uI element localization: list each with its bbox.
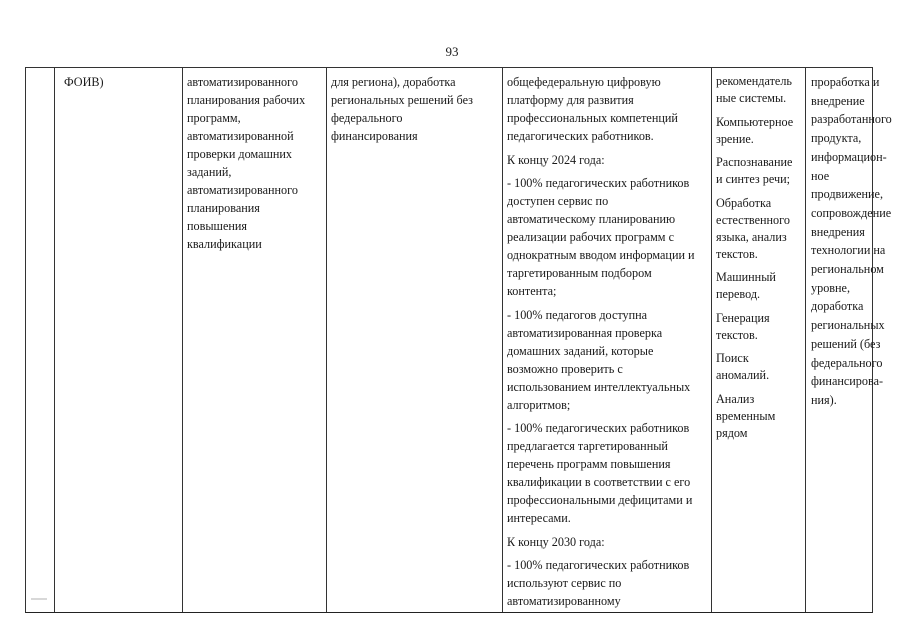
text-line: разработанного bbox=[811, 112, 892, 127]
text-line: платформу для развития bbox=[507, 93, 634, 107]
text-line: внедрения bbox=[811, 224, 865, 239]
cell-paragraph bbox=[716, 195, 805, 263]
table-cell-mechanism bbox=[327, 68, 503, 612]
text-line: рядом bbox=[716, 425, 748, 440]
text-line: Распознавание bbox=[716, 155, 793, 169]
text-line: доработка bbox=[811, 299, 864, 314]
text-line: таргетированным подбором bbox=[507, 266, 652, 280]
text-line: аномалий. bbox=[716, 368, 770, 382]
text-line: региональных bbox=[811, 318, 885, 333]
text-line: ное bbox=[811, 168, 830, 183]
cell-paragraph bbox=[716, 391, 805, 442]
table-cell-technologies bbox=[712, 68, 806, 612]
text-line: региональном bbox=[811, 262, 884, 277]
text-line: решений (без bbox=[811, 336, 881, 351]
text-line: языка, анализ bbox=[716, 229, 787, 244]
text-line: общефедеральную цифровую bbox=[507, 75, 661, 89]
text-line: использованием интеллектуальных bbox=[507, 379, 691, 394]
cell-paragraph bbox=[331, 73, 502, 145]
text-line: продукта, bbox=[811, 131, 862, 146]
text-line: информацион- bbox=[811, 149, 887, 164]
text-line: однократным вводом информации и bbox=[507, 248, 695, 262]
cell-paragraph bbox=[507, 419, 711, 527]
text-line: внедрение bbox=[811, 93, 865, 108]
text-line: доступен сервис по bbox=[507, 194, 609, 208]
scan-artifact bbox=[31, 598, 47, 600]
text-line: финансирования bbox=[331, 129, 418, 143]
text-line: алгоритмов; bbox=[507, 397, 571, 412]
text-line: временным bbox=[716, 408, 776, 423]
text-line: технологии на bbox=[811, 243, 886, 258]
cell-paragraph bbox=[187, 73, 326, 253]
table-cell-task bbox=[183, 68, 327, 612]
text-line: - 100% педагогических работников bbox=[507, 176, 690, 190]
text-line: ФОИВ) bbox=[64, 75, 104, 89]
text-line: естественного bbox=[716, 212, 790, 227]
text-line: автоматизированному bbox=[507, 594, 621, 608]
text-line: возможно проверить с bbox=[507, 361, 623, 376]
text-line: - 100% педагогических работников bbox=[507, 558, 690, 572]
cell-paragraph bbox=[507, 174, 711, 300]
text-line: текстов. bbox=[716, 246, 758, 261]
cell-paragraph bbox=[507, 73, 711, 145]
text-line: Машинный bbox=[716, 270, 776, 284]
text-line: перечень программ повышения bbox=[507, 457, 671, 471]
cell-paragraph bbox=[507, 556, 711, 610]
text-line: планирования рабочих bbox=[187, 93, 306, 107]
text-line: профессиональных компетенций bbox=[507, 111, 678, 125]
text-line: Обработка bbox=[716, 195, 772, 210]
text-line: автоматизированного bbox=[187, 183, 298, 197]
text-line: Компьютерное bbox=[716, 114, 794, 129]
text-line: финансирова- bbox=[811, 374, 884, 389]
cell-paragraph bbox=[507, 533, 711, 551]
cell-paragraph bbox=[716, 73, 805, 107]
text-line: перевод. bbox=[716, 287, 761, 301]
document-table bbox=[25, 67, 892, 613]
cell-paragraph bbox=[507, 306, 711, 414]
text-line: автоматическому планированию bbox=[507, 212, 676, 226]
table-cell-results bbox=[503, 68, 712, 612]
text-line: повышения bbox=[187, 219, 248, 233]
text-line: К концу 2024 года: bbox=[507, 152, 605, 167]
cell-paragraph bbox=[716, 114, 805, 148]
text-line: автоматизированной bbox=[187, 129, 294, 143]
text-line: Анализ bbox=[716, 391, 755, 406]
table-cell-executor bbox=[55, 68, 183, 612]
text-line: текстов. bbox=[716, 327, 758, 342]
text-line: - 100% педагогов доступна bbox=[507, 307, 648, 322]
text-line: зрение. bbox=[716, 131, 754, 146]
text-line: автоматизированная проверка bbox=[507, 325, 663, 340]
text-line: интересами. bbox=[507, 511, 571, 525]
cell-paragraph bbox=[716, 154, 805, 188]
text-line: предлагается таргетированный bbox=[507, 439, 668, 453]
text-line: Генерация bbox=[716, 310, 770, 325]
text-line: программ, bbox=[187, 111, 241, 125]
text-line: федерального bbox=[331, 111, 403, 125]
text-line: планирования bbox=[187, 201, 260, 215]
text-line: продвижение, bbox=[811, 187, 884, 202]
cell-paragraph bbox=[716, 310, 805, 344]
cell-paragraph bbox=[716, 269, 805, 303]
text-line: автоматизированного bbox=[187, 75, 298, 89]
text-line: педагогических работников. bbox=[507, 129, 654, 143]
text-line: федерального bbox=[811, 355, 883, 370]
text-line: и синтез речи; bbox=[716, 172, 791, 186]
text-line: квалификации в соответствии с его bbox=[507, 475, 691, 489]
text-line: К концу 2030 года: bbox=[507, 534, 605, 549]
cell-paragraph bbox=[716, 350, 805, 384]
text-line: региональных решений без bbox=[331, 93, 473, 107]
text-line: реализации рабочих программ с bbox=[507, 230, 674, 244]
text-line: проверки домашних bbox=[187, 147, 293, 161]
text-line: уровне, bbox=[811, 280, 851, 295]
cell-paragraph bbox=[64, 73, 182, 91]
cell-paragraph bbox=[507, 151, 711, 169]
text-line: используют сервис по bbox=[507, 576, 622, 590]
text-line: проработка и bbox=[811, 75, 880, 89]
page-number: 93 bbox=[445, 44, 459, 59]
text-line: рекомендатель bbox=[716, 74, 792, 88]
cell-paragraph bbox=[811, 73, 892, 410]
text-line: профессиональными дефицитами и bbox=[507, 493, 693, 507]
text-line: ные системы. bbox=[716, 91, 787, 105]
text-line: сопровождение bbox=[811, 205, 892, 220]
text-line: заданий, bbox=[187, 165, 232, 179]
text-line: ния). bbox=[811, 392, 837, 407]
table-cell-actions bbox=[806, 68, 892, 612]
table-cell-number bbox=[26, 68, 55, 612]
text-line: контента; bbox=[507, 284, 557, 298]
text-line: Поиск bbox=[716, 351, 749, 365]
text-line: - 100% педагогических работников bbox=[507, 421, 690, 435]
text-line: домашних заданий, которые bbox=[507, 343, 654, 358]
text-line: для региона), доработка bbox=[331, 75, 456, 89]
text-line: квалификации bbox=[187, 237, 262, 251]
